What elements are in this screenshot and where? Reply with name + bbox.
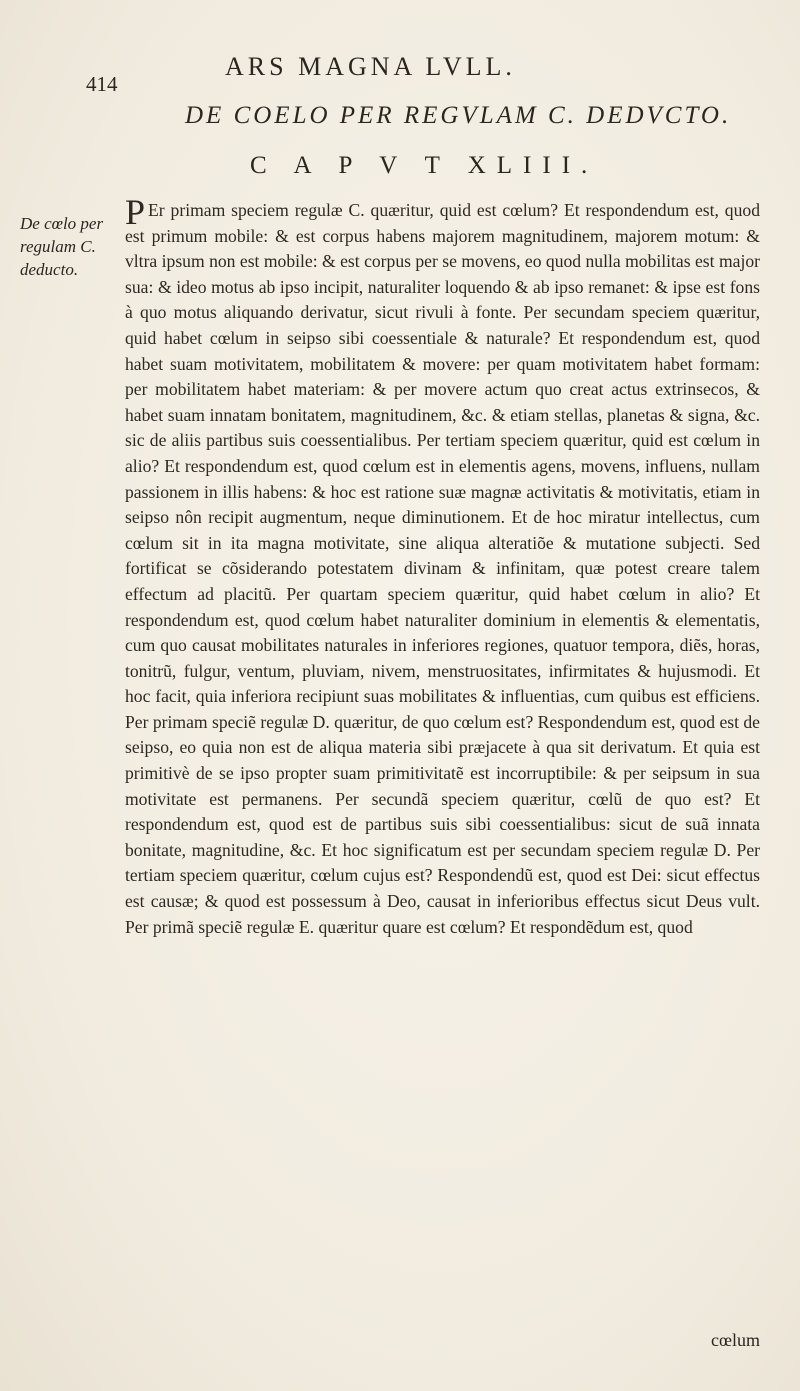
chapter-heading: C A P V T XLIII. xyxy=(250,152,599,179)
body-text: PEr primam speciem regulæ C. quæritur, quid est cœlum? Et respondendum est, quod est primum mobile: & est corpus habens majorem magnitudinem, majorem motum: & vltra ipsum non est mobile: & est corpus per se movens, eo quod nulla mobilitas est major sua: & ideo motus ab ipso incipit, naturaliter loquendo & ab ipso remanet: & ipse est fons à quo motus aliquando derivatur, sicut rivuli à fonte. Per secundam speciem quæritur, quid habet cœlum in seipso sibi coessentiale & naturale? Et respondendum est, quod habet suam motivitatem, mobilitatem & movere: per quam motivitatem habet formam: per mobilitatem habet materiam: & per movere actum quo creat actus extrinsecos, & habet suam innatam bonitatem, magnitudinem, &c. & etiam stellas, planetas & signa, &c. sic de aliis partibus suis coessentialibus. Per tertiam speciem quæritur, quid est cœlum in alio? Et respondendum est, quod cœlum est in elementis agens, movens, influens, nullam passionem in illis habens: & hoc est ratione suæ magnæ activitatis & motivitatis, etiam in seipso nôn recipit augmentum, neque diminutionem. Et de hoc miratur intellectus, cum cœlum sit in ita magna motivitate, sine aliqua alteratiõe & mutatione subjecti. Sed fortificat se cõsiderando potestatem divinam & infinitam, quæ potest creare talem effectum ad placitũ. Per quartam speciem quæritur, quid habet cœlum in alio? Et respondendum est, quod cœlum habet naturaliter dominium in elementis & elementatis, cum quo causat mobilitates naturales in inferiores regiones, quatuor tempora, diẽs, horas, tonitrũ, fulgur, ventum, pluviam, nivem, menstruositates, infirmitates & hujusmodi. Et hoc facit, quia inferiora recipiunt suas mobilitates & influentias, cum quibus est efficiens. Per primam speciẽ regulæ D. quæritur, de quo cœlum est? Respondendum est, quod est de seipso, eo quia non est de aliqua materia sibi præjacete à qua sit derivatum. Et quia est primitivè de se ipso propter suam primitivitatẽ est incorruptibile: & per seipsum in sua motivitate est permanens. Per secundã speciem quæritur, cœlũ de quo est? Et respondendum est, quod est de partibus suis sibi coessentialibus: sicut de suã innata bonitate, magnitudine, &c. Et hoc significatum est per secundam speciem regulæ D. Per tertiam speciem quæritur, cœlum cujus est? Respondendũ est, quod est Dei: sicut effectus est causæ; & quod est possessum à Deo, causat in inferioribus effectus sicut Deus vult. Per primã speciẽ regulæ E. quæritur quare est cœlum? Et respondẽdum est, quod xyxy=(125,192,760,937)
running-head: ARS MAGNA LVLL. xyxy=(225,52,516,81)
catchword: cœlum xyxy=(711,1330,760,1350)
marginal-note: De cœlo per regulam C. deducto. xyxy=(20,214,104,279)
page-number: 414 xyxy=(86,72,118,96)
section-title: DE COELO PER REGVLAM C. DEDVCTO. xyxy=(185,102,732,129)
